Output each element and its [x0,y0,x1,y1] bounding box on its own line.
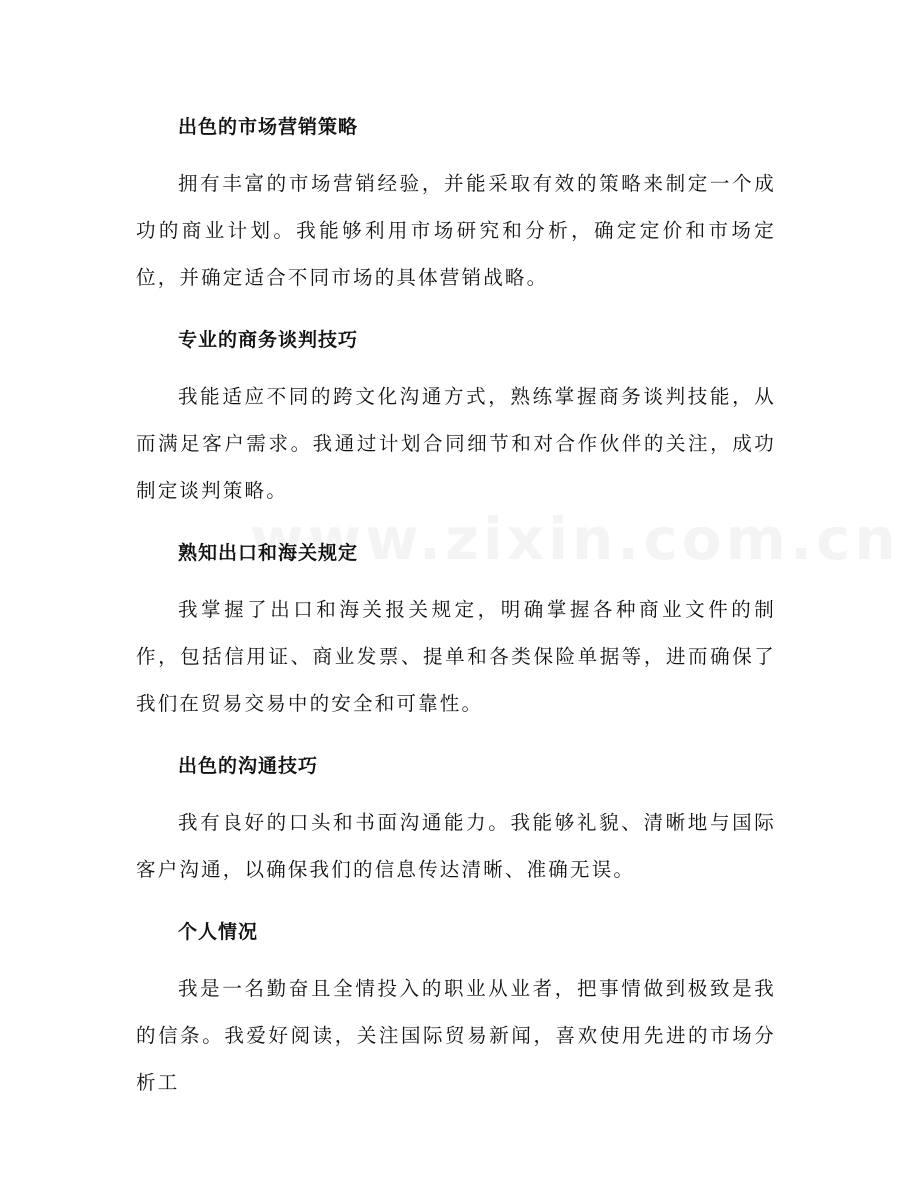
section-paragraph: 我是一名勤奋且全情投入的职业从业者，把事情做到极致是我的信条。我爱好阅读，关注国际贸易新闻，喜欢使用先进的市场分析工 [136,977,776,1094]
section-negotiation [136,321,776,514]
section-communication [136,747,776,893]
section-heading: 熟知出口和海关规定 [178,542,359,564]
section-paragraph: 我掌握了出口和海关报关规定，明确掌握各种商业文件的制作，包括信用证、商业发票、提单和各类保险单据等，进而确保了我们在贸易交易中的安全和可靠性。 [136,598,776,715]
document-page [136,108,776,1126]
section-heading: 出色的市场营销策略 [178,116,359,138]
section-personal [136,913,776,1106]
section-customs [136,534,776,727]
section-marketing [136,108,776,301]
section-paragraph: 拥有丰富的市场营销经验，并能采取有效的策略来制定一个成功的商业计划。我能够利用市场研究和分析，确定定价和市场定位，并确定适合不同市场的具体营销战略。 [136,172,776,289]
section-heading: 出色的沟通技巧 [178,755,319,777]
section-paragraph: 我有良好的口头和书面沟通能力。我能够礼貌、清晰地与国际客户沟通，以确保我们的信息传达清晰、准确无误。 [136,811,776,881]
section-heading: 个人情况 [178,921,259,943]
section-paragraph: 我能适应不同的跨文化沟通方式，熟练掌握商务谈判技能，从而满足客户需求。我通过计划合同细节和对合作伙伴的关注，成功制定谈判策略。 [136,385,776,502]
section-heading: 专业的商务谈判技巧 [178,329,359,351]
